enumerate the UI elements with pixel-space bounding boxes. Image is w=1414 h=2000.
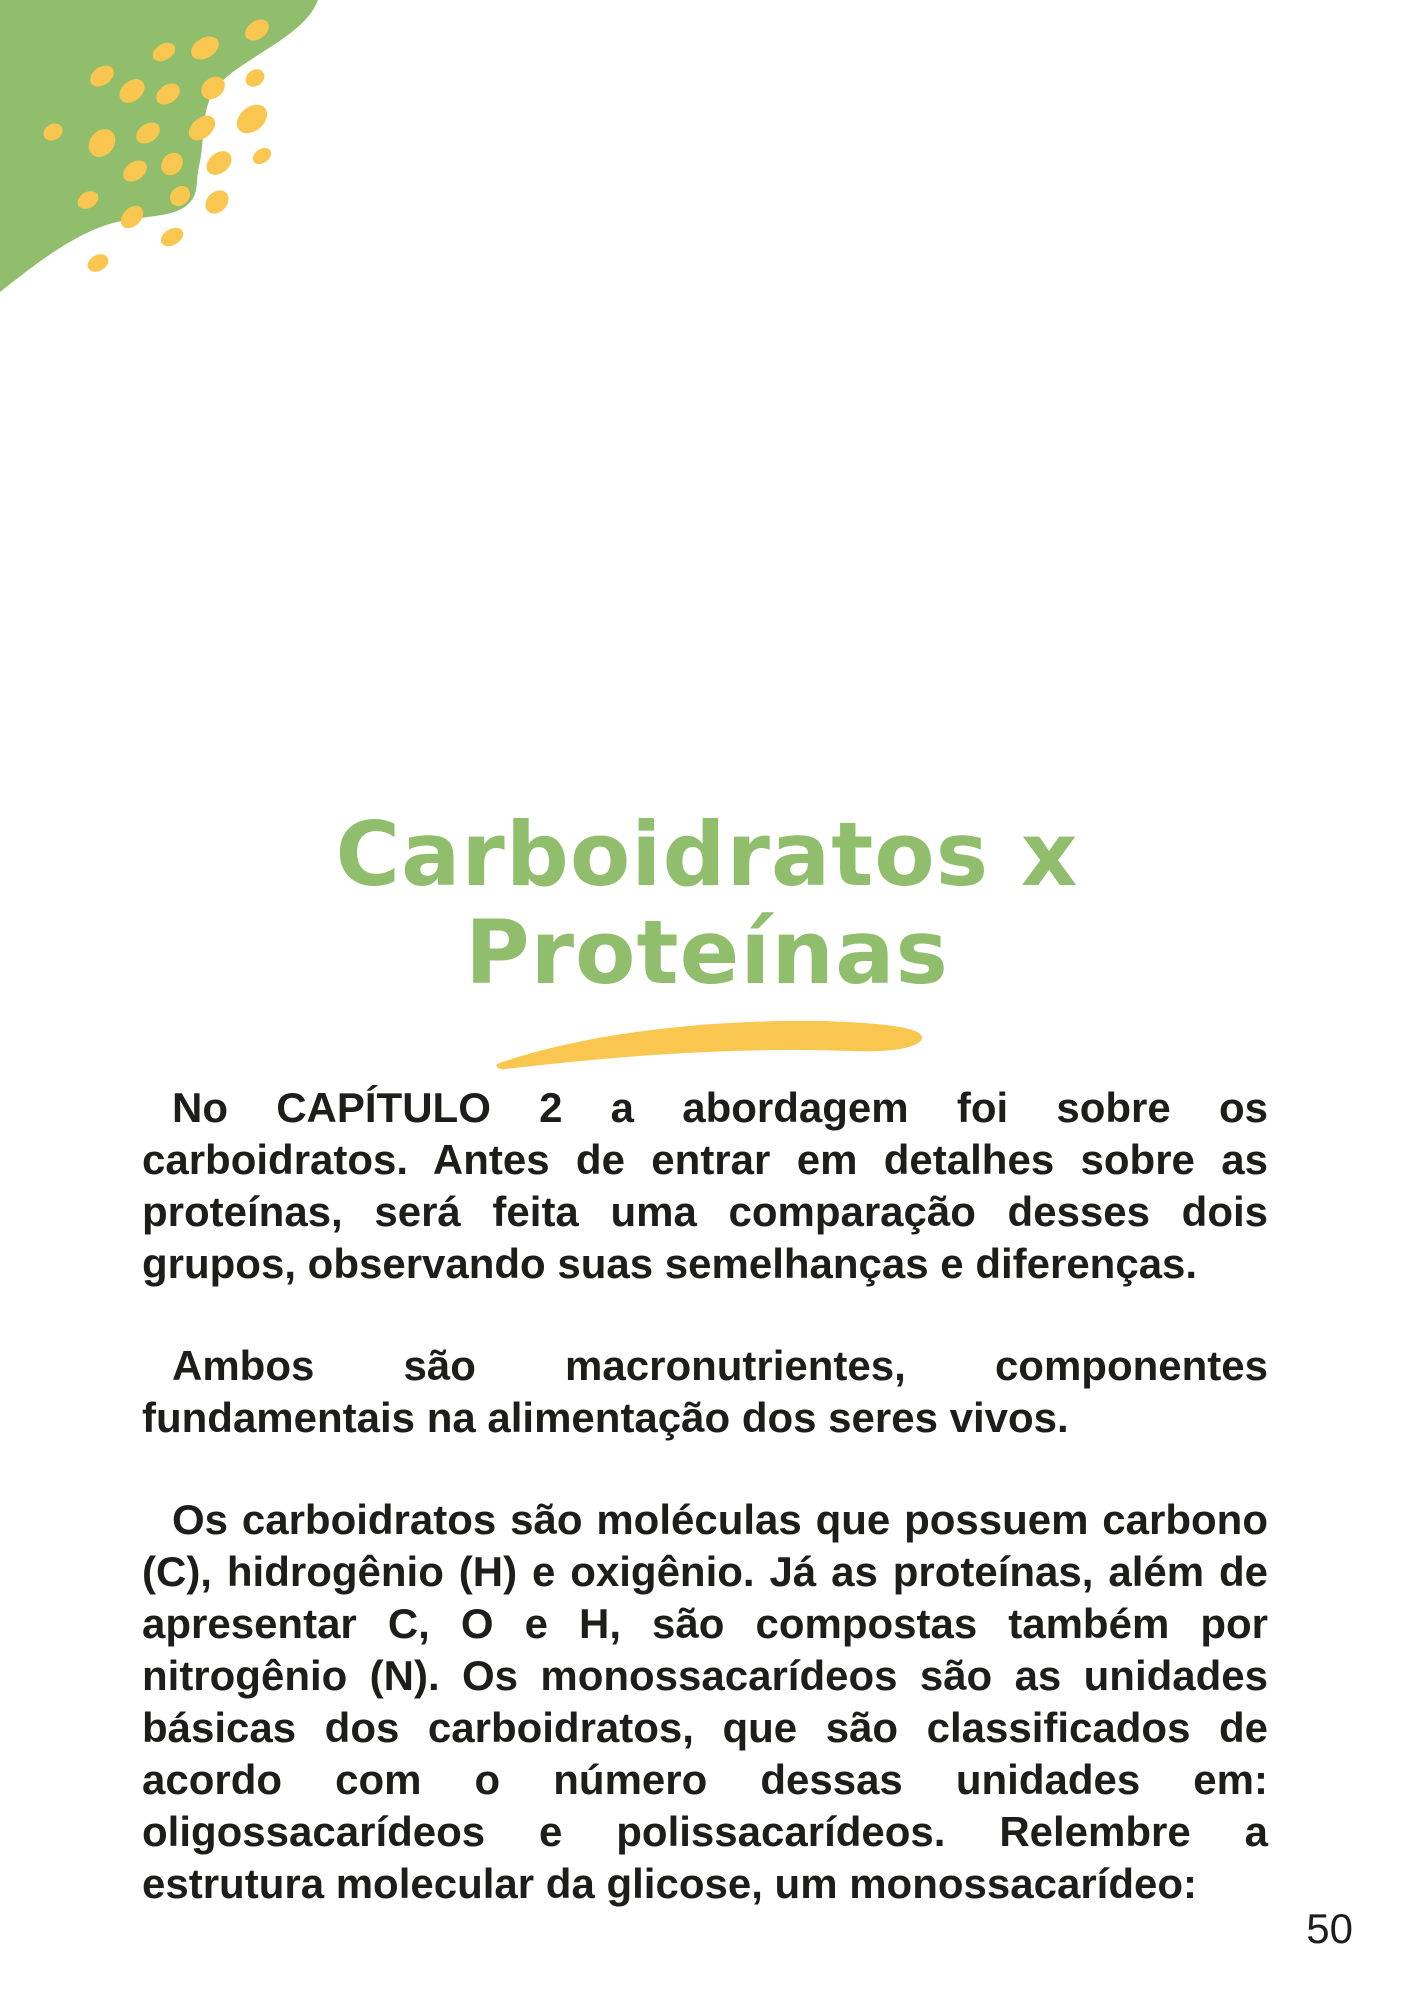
title-underline-swoosh-icon <box>492 1016 932 1070</box>
paragraph-2: Ambos são macronutrientes, componentes fundamentais na alimentação dos seres vivos. <box>142 1342 1268 1441</box>
paragraph-1: No CAPÍTULO 2 a abordagem foi sobre os carboidratos. Antes de entrar em detalhes sobre as proteínas, será feita uma comparação desses dois grupos, observando suas semelhanças e diferenças. <box>142 1084 1268 1287</box>
page-number: 50 <box>1306 1905 1353 1952</box>
paragraph-3: Os carboidratos são moléculas que possuem carbono (C), hidrogênio (H) e oxigênio. Já as proteínas, além de apresentar C, O e H, são compostas também por nitrogênio (N). Os monossacarídeos são as unidades básicas dos carboidratos, que são classificados de acordo com o número dessas unidades em: oligossacarídeos e polissacarídeos. Relembre a estrutura molecular da glicose, um monossacarídeo: <box>142 1496 1268 1907</box>
body-text <box>142 1082 1268 1960</box>
page-title <box>0 803 1414 1004</box>
green-blob-shape <box>0 0 318 292</box>
corner-blob-decoration-icon <box>0 0 340 300</box>
page-title-line2: Proteínas <box>465 901 949 1004</box>
page-title-line1: Carboidratos x <box>335 803 1079 906</box>
